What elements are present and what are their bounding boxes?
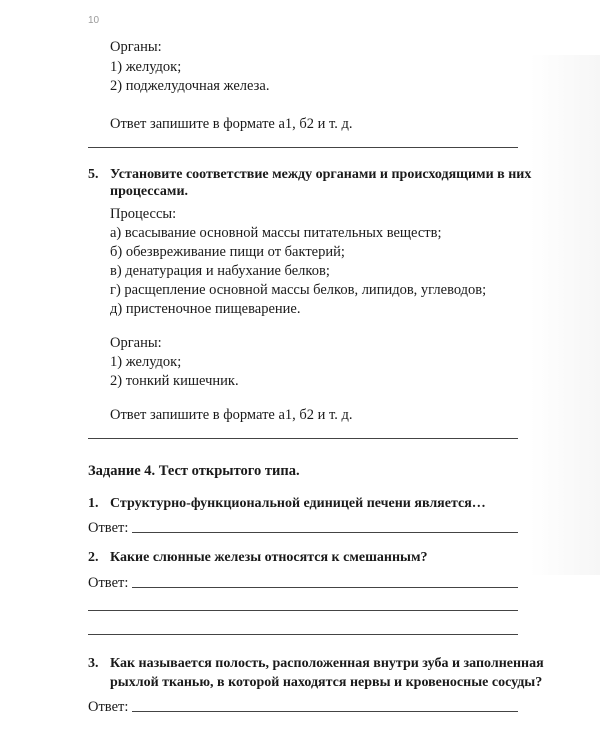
process-item: в) денатурация и набухание белков; — [110, 263, 330, 279]
organ-item: 1) желудок; — [110, 59, 182, 75]
page-edge-shade — [530, 55, 600, 575]
answer-line[interactable] — [88, 634, 518, 635]
answer-format-hint: Ответ запишите в формате а1, б2 и т. д. — [110, 407, 353, 423]
question-text: Какие слюнные железы относятся к смешанным? — [110, 550, 428, 565]
answer-format-hint: Ответ запишите в формате а1, б2 и т. д. — [110, 116, 353, 132]
organs-title: Органы: — [110, 39, 162, 55]
answer-label: Ответ: — [88, 520, 129, 536]
answer-label: Ответ: — [88, 699, 129, 715]
processes-title: Процессы: — [110, 206, 177, 222]
answer-label: Ответ: — [88, 575, 129, 591]
question-number: 3. — [88, 656, 99, 671]
question-text: Установите соответствие между органами и происходящими в них — [110, 167, 532, 182]
organs-title: Органы: — [110, 335, 162, 351]
answer-line[interactable] — [132, 587, 518, 588]
process-item: б) обезвреживание пищи от бактерий; — [110, 244, 345, 260]
answer-line[interactable] — [132, 711, 518, 712]
answer-line[interactable] — [88, 147, 518, 148]
question-text-cont: рыхлой тканью, в которой находятся нервы и кровеносные сосуды? — [110, 675, 543, 690]
question-text: Как называется полость, расположенная внутри зуба и заполненная — [110, 656, 544, 671]
process-item: а) всасывание основной массы питательных веществ; — [110, 225, 442, 241]
page-number: 10 — [88, 15, 100, 26]
process-item: д) пристеночное пищеварение. — [110, 301, 301, 317]
process-item: г) расщепление основной массы белков, липидов, углеводов; — [110, 282, 487, 298]
question-text: Структурно-функциональной единицей печени является… — [110, 496, 486, 511]
organ-item: 1) желудок; — [110, 354, 182, 370]
answer-line[interactable] — [88, 438, 518, 439]
answer-line[interactable] — [88, 610, 518, 611]
question-number: 1. — [88, 496, 99, 511]
question-number: 2. — [88, 550, 99, 565]
organ-item: 2) тонкий кишечник. — [110, 373, 239, 389]
question-number: 5. — [88, 167, 99, 182]
question-text-cont: процессами. — [110, 184, 189, 199]
organ-item: 2) поджелудочная железа. — [110, 78, 270, 94]
answer-line[interactable] — [132, 532, 518, 533]
task-title: Задание 4. Тест открытого типа. — [88, 463, 300, 479]
